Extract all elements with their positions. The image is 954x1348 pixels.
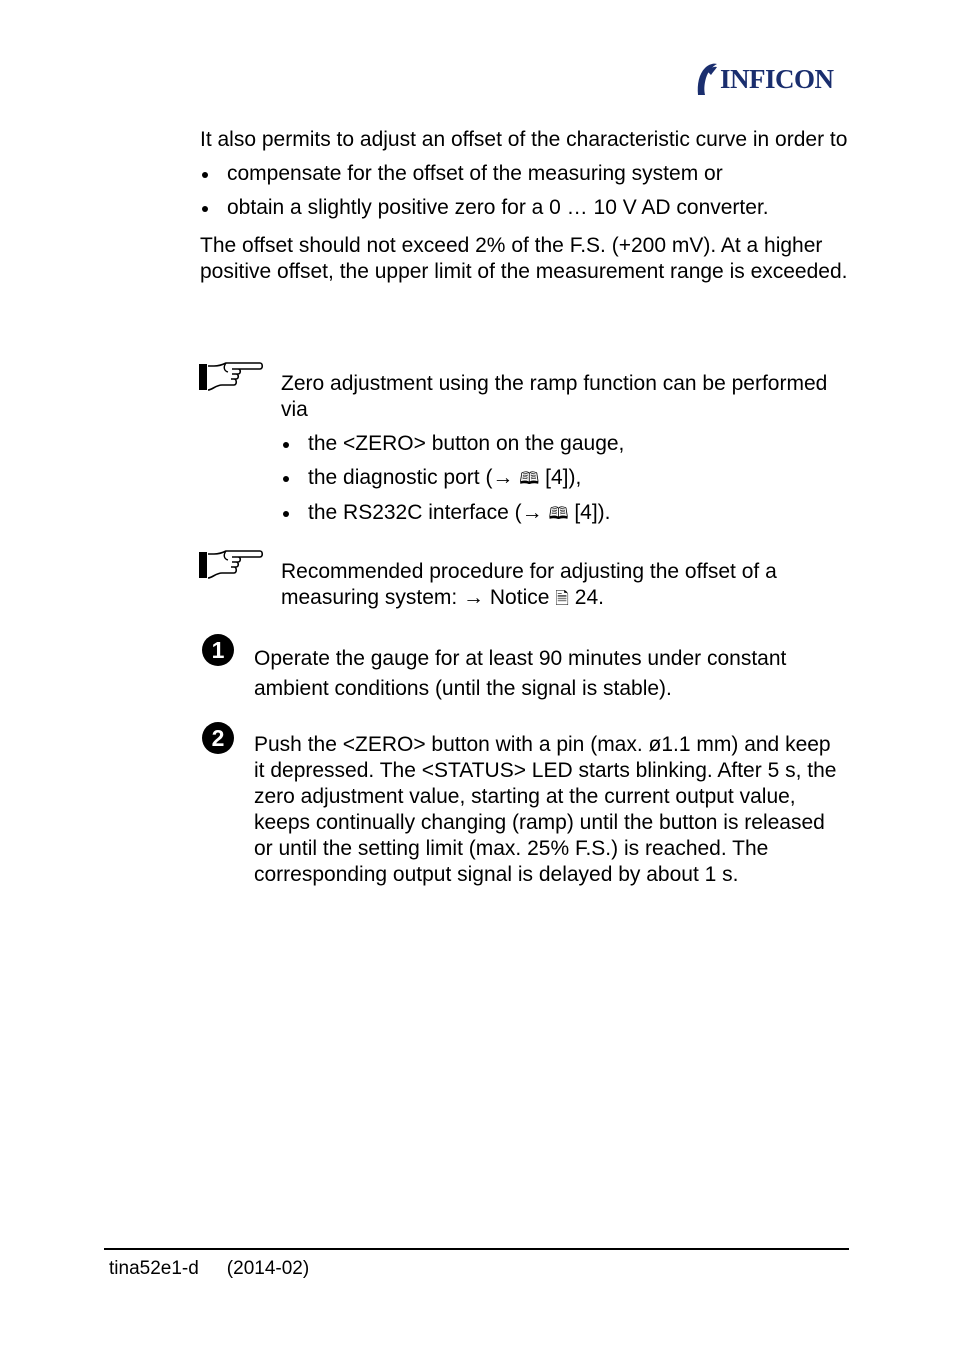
svg-text:2: 2 <box>211 725 225 751</box>
list-item: obtain a slightly positive zero for a 0 … 10 V AD converter. <box>200 195 850 221</box>
book-reference-icon: 🕮 <box>548 504 569 524</box>
step-number-2-icon <box>201 721 235 755</box>
intro-section <box>200 127 850 285</box>
note-recommended-procedure: Recommended procedure for adjusting the offset of a measuring system: → Notice 🗎 24. <box>281 560 777 609</box>
list-item: the <ZERO> button on the gauge, <box>281 431 841 457</box>
footer-divider <box>104 1248 849 1250</box>
footer <box>109 1258 309 1280</box>
note-ramp-function <box>281 371 841 527</box>
intro-lead: It also permits to adjust an offset of the characteristic curve in order to <box>200 128 848 151</box>
list-item: the RS232C interface (→ 🕮 [4]). <box>281 500 841 527</box>
intro-bullet-list <box>200 161 850 221</box>
step-1-text: Operate the gauge for at least 90 minutes under constant ambient conditions (until the signal is stable). <box>254 647 787 700</box>
step-number-1-icon <box>201 633 235 667</box>
page-reference-icon: 🗎 <box>555 589 569 609</box>
logo-text: INFICON <box>720 63 834 94</box>
note-bullet-list <box>281 431 841 527</box>
inficon-logo <box>694 62 834 96</box>
document-date: (2014-02) <box>226 1258 310 1279</box>
pointing-hand-icon <box>198 550 264 580</box>
list-item: compensate for the offset of the measuring system or <box>200 161 850 187</box>
note-text: Zero adjustment using the ramp function can be performed via <box>281 372 828 421</box>
step-2-text: Push the <ZERO> button with a pin (max. ø1.1 mm) and keep it depressed. The <STATUS> LED starts blinking. After 5 s, the zero adjustment value, starting at the current output value, keeps continually changing (ramp) until the button is released or until the setting limit (max. 25% F.S.) is reached. The corresponding output signal is delayed by about 1 s. <box>254 733 837 886</box>
document-id: tina52e1-d <box>109 1258 199 1279</box>
svg-text:1: 1 <box>211 637 225 663</box>
intro-paragraph: The offset should not exceed 2% of the F.S. (+200 mV). At a higher positive offset, the upper limit of the measurement range is exceeded. <box>200 234 848 283</box>
book-reference-icon: 🕮 <box>519 469 540 489</box>
list-item: the diagnostic port (→ 🕮 [4]), <box>281 465 841 492</box>
pointing-hand-icon <box>198 362 264 392</box>
inficon-logo-mark-icon <box>694 62 718 96</box>
